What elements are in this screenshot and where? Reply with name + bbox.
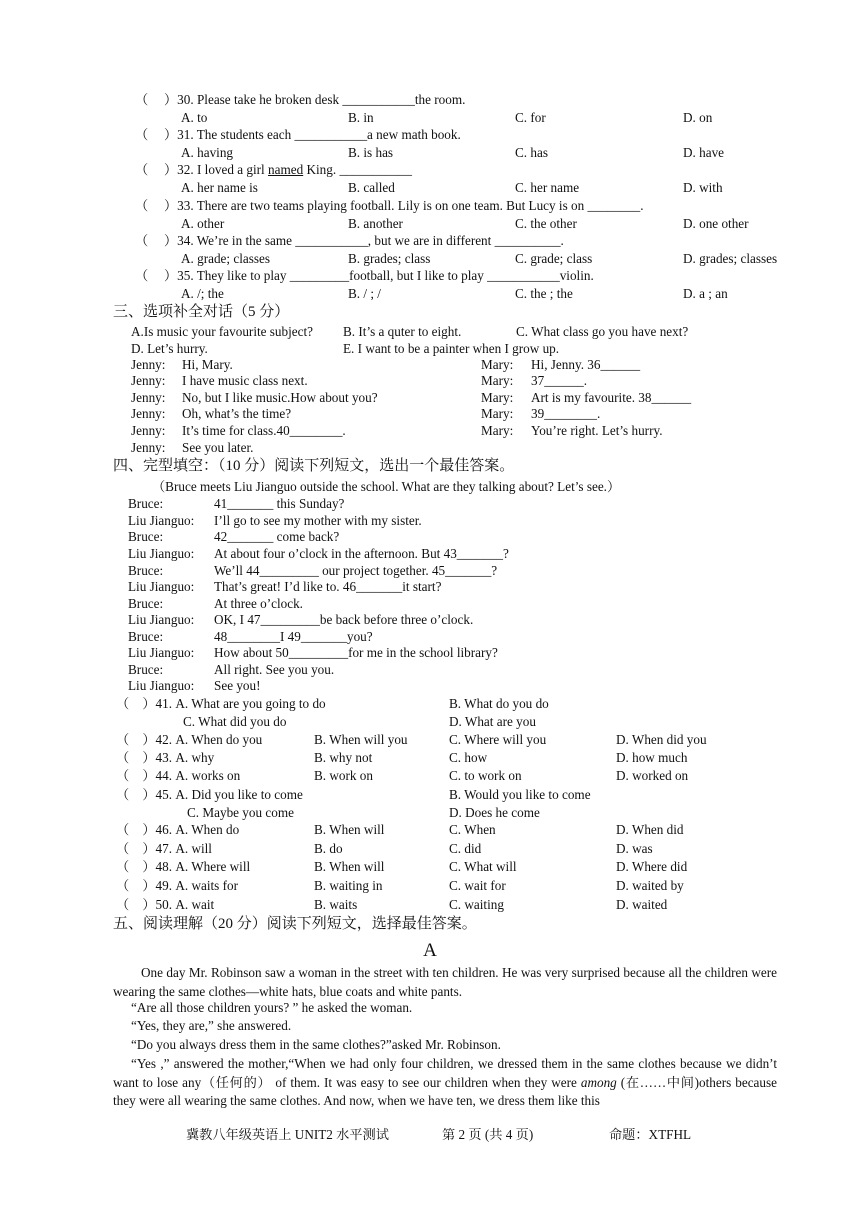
q42-stem: （ ）42. A. When do you — [116, 732, 263, 747]
dialog-speaker: Bruce: — [128, 496, 164, 511]
dialog-speaker: Jenny: — [131, 440, 166, 455]
q35-a: A. /; the — [181, 286, 224, 301]
q35-c: C. the ; the — [515, 286, 573, 301]
dialog-line: 42_______ come back? — [214, 529, 340, 544]
dialog-speaker: Mary: — [481, 406, 514, 421]
q33-d: D. one other — [683, 216, 749, 231]
q49-c: C. wait for — [449, 878, 506, 893]
q48-c: C. What will — [449, 859, 517, 874]
q30-a: A. to — [181, 110, 208, 125]
dialog-speaker: Jenny: — [131, 373, 166, 388]
dialog-line: 39________. — [531, 406, 601, 421]
q47-b: B. do — [314, 841, 343, 856]
dialog-line: That’s great! I’d like to. 46_______it start? — [214, 579, 442, 594]
q45-d: D. Does he come — [449, 805, 540, 820]
dialog-speaker: Bruce: — [128, 662, 164, 677]
q35-paren: （ — [135, 268, 149, 283]
q46-c: C. When — [449, 822, 496, 837]
q33-stem: ）33. There are two teams playing football. Lily is on one team. But Lucy is on ________. — [164, 198, 644, 213]
q31-b: B. is has — [348, 145, 394, 160]
q50-c: C. waiting — [449, 897, 504, 912]
q32-b: B. called — [348, 180, 395, 195]
dialog-speaker: Mary: — [481, 357, 514, 372]
q48-stem: （ ）48. A. Where will — [116, 859, 251, 874]
dialog-line: At three o’clock. — [214, 596, 303, 611]
dialog-speaker: Liu Jianguo: — [128, 612, 195, 627]
q30-stem: ）30. Please take he broken desk ___________the room. — [164, 92, 466, 107]
dialog-speaker: Mary: — [481, 373, 514, 388]
dialog-speaker: Bruce: — [128, 563, 164, 578]
q42-b: B. When will you — [314, 732, 408, 747]
q50-stem: （ ）50. A. wait — [116, 897, 215, 912]
italic-word: among — [580, 1074, 617, 1090]
section-3-heading: 三、选项补全对话（5 分） — [113, 304, 290, 320]
q44-c: C. to work on — [449, 768, 522, 783]
q31-c: C. has — [515, 145, 548, 160]
option-c: C. What class go you have next? — [516, 324, 689, 339]
q49-d: D. waited by — [616, 878, 684, 893]
option-a: A.Is music your favourite subject? — [131, 324, 314, 339]
dialog-line: 48________I 49_______you? — [214, 629, 373, 644]
q30-c: C. for — [515, 110, 546, 125]
dialog-speaker: Jenny: — [131, 406, 166, 421]
q32-a: A. her name is — [181, 180, 258, 195]
option-d: D. Let’s hurry. — [131, 341, 208, 356]
dialog-speaker: Liu Jianguo: — [128, 579, 195, 594]
dialog-speaker: Liu Jianguo: — [128, 546, 195, 561]
q34-a: A. grade; classes — [181, 251, 270, 266]
q48-b: B. When will — [314, 859, 385, 874]
q46-b: B. When will — [314, 822, 385, 837]
q31-a: A. having — [181, 145, 234, 160]
dialog-line: Oh, what’s the time? — [182, 406, 292, 421]
passage-title: A — [423, 940, 437, 961]
option-b: B. It’s a quter to eight. — [343, 324, 462, 339]
dialog-line: All right. See you you. — [214, 662, 335, 677]
q41-d: D. What are you — [449, 714, 536, 729]
q33-a: A. other — [181, 216, 225, 231]
dialog-line: No, but I like music.How about you? — [182, 390, 378, 405]
dialog-line: Art is my favourite. 38______ — [531, 390, 692, 405]
dialog-line: Hi, Mary. — [182, 357, 233, 372]
dialog-speaker: Jenny: — [131, 357, 166, 372]
passage-paragraph: “Yes ,” answered the mother,“When we had only four children, we dressed them in the same clothes because we didn’t want to lose any（任何的） of them. It was easy to see our children when they were among (在……中间)others because they were all wearing the same clothes. And now, when we have ten, we dress them like this — [113, 1056, 777, 1108]
dialog-speaker: Mary: — [481, 423, 514, 438]
passage-paragraph: One day Mr. Robinson saw a woman in the street with ten children. He was very surprised because all the children were wearing the same clothes—white hats, blue coats and white pants. — [113, 965, 777, 999]
q45-c: C. Maybe you come — [187, 805, 294, 820]
dialog-line: OK, I 47_________be back before three o’clock. — [214, 612, 474, 627]
q32-c: C. her name — [515, 180, 580, 195]
dialog-speaker: Jenny: — [131, 390, 166, 405]
dialog-line: I’ll go to see my mother with my sister. — [214, 513, 422, 528]
dialog-line: 37______. — [531, 373, 588, 388]
dialog-line: We’ll 44_________ our project together. 45_______? — [214, 563, 498, 578]
q43-stem: （ ）43. A. why — [116, 750, 215, 765]
q47-c: C. did — [449, 841, 482, 856]
q34-paren: （ — [135, 233, 149, 248]
q47-d: D. was — [616, 841, 653, 856]
q41-c: C. What did you do — [183, 714, 287, 729]
q41-stem: （ ）41. A. What are you going to do — [116, 696, 326, 711]
dialog-line: See you! — [214, 678, 261, 693]
passage-paragraph: “Are all those children yours? ” he asked the woman. — [131, 1000, 413, 1015]
dialog-speaker: Liu Jianguo: — [128, 678, 195, 693]
q33-paren: （ — [135, 198, 149, 213]
section-5-heading: 五、阅读理解（20 分）阅读下列短文，选择最佳答案。 — [113, 916, 477, 932]
q47-stem: （ ）47. A. will — [116, 841, 212, 856]
q45-b: B. Would you like to come — [449, 787, 591, 802]
q32-stem: ）32. I loved a girl named King. ___________ — [164, 162, 412, 177]
q43-d: D. how much — [616, 750, 688, 765]
q48-d: D. Where did — [616, 859, 688, 874]
q32-paren: （ — [135, 162, 149, 177]
q32-d: D. with — [683, 180, 723, 195]
q30-paren: （ — [135, 92, 149, 107]
q50-d: D. waited — [616, 897, 668, 912]
dialog-speaker: Bruce: — [128, 596, 164, 611]
dialog-line: See you later. — [182, 440, 254, 455]
q31-stem: ）31. The students each ___________a new math book. — [164, 127, 461, 142]
q46-d: D. When did — [616, 822, 684, 837]
dialog-speaker: Jenny: — [131, 423, 166, 438]
q30-b: B. in — [348, 110, 374, 125]
dialog-line: I have music class next. — [182, 373, 308, 388]
q44-d: D. worked on — [616, 768, 689, 783]
q46-stem: （ ）46. A. When do — [116, 822, 240, 837]
dialog-speaker: Bruce: — [128, 629, 164, 644]
dialog-speaker: Bruce: — [128, 529, 164, 544]
q33-b: B. another — [348, 216, 403, 231]
q43-c: C. how — [449, 750, 488, 765]
dialog-speaker: Liu Jianguo: — [128, 513, 195, 528]
dialog-speaker: Liu Jianguo: — [128, 645, 195, 660]
q34-c: C. grade; class — [515, 251, 593, 266]
section-4-heading: 四、完型填空：（10 分）阅读下列短文，选出一个最佳答案。 — [113, 458, 515, 474]
q31-d: D. have — [683, 145, 725, 160]
q34-stem: ）34. We’re in the same ___________, but we are in different __________. — [164, 233, 564, 248]
q33-c: C. the other — [515, 216, 577, 231]
q41-b: B. What do you do — [449, 696, 549, 711]
q44-b: B. work on — [314, 768, 373, 783]
q49-b: B. waiting in — [314, 878, 383, 893]
q35-d: D. a ; an — [683, 286, 728, 301]
q31-paren: （ — [135, 127, 149, 142]
q34-b: B. grades; class — [348, 251, 431, 266]
q35-stem: ）35. They like to play _________football, but I like to play ___________violin. — [164, 268, 594, 283]
dialog-line: Hi, Jenny. 36______ — [531, 357, 641, 372]
q32-underlined-word: named — [268, 162, 304, 177]
dialog-line: You’re right. Let’s hurry. — [531, 423, 663, 438]
dialog-line: How about 50_________for me in the school library? — [214, 645, 498, 660]
passage-paragraph: “Yes, they are,” she answered. — [131, 1018, 292, 1033]
q45-stem: （ ）45. A. Did you like to come — [116, 787, 303, 802]
q35-b: B. / ; / — [348, 286, 381, 301]
option-e: E. I want to be a painter when I grow up. — [343, 341, 560, 356]
q42-c: C. Where will you — [449, 732, 547, 747]
q30-d: D. on — [683, 110, 713, 125]
footer-title: 冀教八年级英语上 UNIT2 水平测试 — [186, 1127, 389, 1142]
q49-stem: （ ）49. A. waits for — [116, 878, 238, 893]
q43-b: B. why not — [314, 750, 373, 765]
q34-d: D. grades; classes — [683, 251, 778, 266]
q42-d: D. When did you — [616, 732, 707, 747]
footer-author: 命题：XTFHL — [609, 1127, 692, 1142]
q44-stem: （ ）44. A. works on — [116, 768, 241, 783]
footer-page-number: 第 2 页 (共 4 页) — [442, 1127, 534, 1142]
passage-paragraph: “Do you always dress them in the same clothes?”asked Mr. Robinson. — [131, 1037, 501, 1052]
dialog-line: At about four o’clock in the afternoon. But 43_______? — [214, 546, 509, 561]
dialog-line: It’s time for class.40________. — [182, 423, 346, 438]
passage-intro: （Bruce meets Liu Jianguo outside the school. What are they talking about? Let’s see.） — [152, 479, 621, 494]
dialog-speaker: Mary: — [481, 390, 514, 405]
q50-b: B. waits — [314, 897, 358, 912]
dialog-line: 41_______ this Sunday? — [214, 496, 345, 511]
